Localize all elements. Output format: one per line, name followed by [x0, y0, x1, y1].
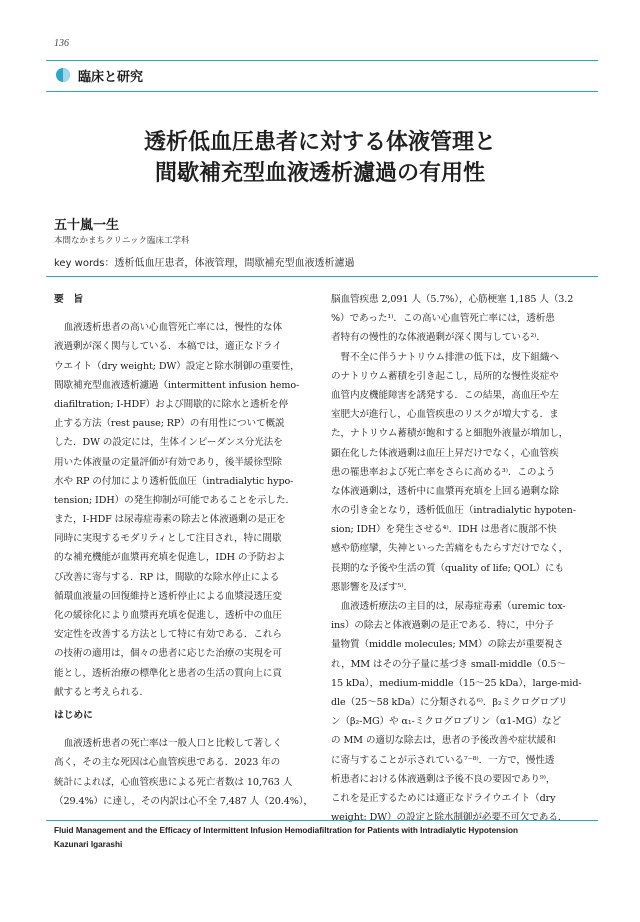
text-line: 感や筋痙攣，失神といった苦痛をもたらすだけでなく，	[331, 543, 569, 555]
text-line: 長期的な予後や生活の質（quality of life; QOL）にも	[331, 562, 565, 574]
text-line: ン（β₂-MG）や α₁-ミクログロブリン（α1-MG）など	[331, 716, 562, 728]
text-line: 血液透析患者の高い心血管死亡率には，慢性的な体	[63, 322, 282, 334]
text-line: 能とし，透析治療の標準化と患者の生活の質向上に貢	[54, 667, 282, 679]
text-line: 液過剰が深く関与している．本稿では，適正なドライ	[54, 341, 282, 353]
text-line: 15 kDa），medium-middle（15～25 kDa），large-mid-	[331, 677, 582, 689]
text-line: 血液透析患者の死亡率は一般人口と比較して著しく	[63, 738, 282, 750]
text-line: 循環血液量の回復維持と透析停止による血漿浸透圧変	[54, 590, 282, 602]
text-line: 量物質（middle molecules; MM）の除去が重要視さ	[331, 639, 564, 651]
text-line: tension; IDH）の発生抑制が可能であることを示した．	[54, 494, 295, 506]
text-line: のナトリウム蓄積を引き起こし，局所的な慢性炎症や	[331, 370, 559, 382]
author-affiliation: 本間なかまちクリニック臨床工学科	[54, 236, 190, 246]
text-line: の技術の適用は，個々の患者に応じた治療の実現を可	[54, 648, 282, 660]
text-line: 脳血管疾患 2,091 人（5.7%），心筋梗塞 1,185 人（3.2	[331, 294, 574, 305]
author-name: 五十嵐一生	[54, 218, 120, 233]
text-line: な体液過剰は，透析中に血漿再充填を上回る過剰な除	[331, 485, 559, 497]
abstract-heading: 要 旨	[54, 294, 84, 305]
text-line: 析患者における体液過剰は予後不良の要因であり⁹⁾，	[331, 773, 556, 785]
section-label: 臨床と研究	[78, 70, 144, 85]
header-divider	[46, 276, 598, 277]
footer-divider	[46, 820, 598, 821]
text-line: 血管内皮機能障害を誘発する．この結果，高血圧や左	[331, 389, 559, 401]
abstract-body	[54, 318, 316, 702]
intro-body	[54, 734, 316, 811]
text-line: れ，MM はその分子量に基づき small-middle（0.5～	[331, 658, 566, 670]
text-line: び改善に寄与する．RP は，間歇的な除水停止による	[54, 571, 280, 583]
text-line: 水や RP の付加により透析低血圧（intradialytic hypo-	[54, 475, 294, 487]
article-title	[0, 127, 640, 189]
text-line: 用いた体液量の定量評価が有効であり，後半緩徐型除	[54, 456, 282, 468]
text-line: した．DW の設定には，生体インピーダンス分光法を	[54, 437, 283, 449]
text-line: 同時に実現するモダリティとして注目され，特に間歇	[54, 533, 282, 545]
text-line: weight; DW）の設定と除水制御が必要不可欠である．	[331, 812, 568, 824]
english-author: Kazunari Igarashi	[54, 840, 123, 849]
text-line: （29.4%）に達し，その内訳は心不全 7,487 人（20.4%），	[54, 795, 313, 807]
text-line: 統計によれば，心血管疾患による死亡者数は 10,763 人	[54, 776, 293, 788]
text-line: た，ナトリウム蓄積が飽和すると細胞外液量が増加し，	[331, 428, 569, 440]
english-title: Fluid Management and the Efficacy of Intermittent Infusion Hemodiafiltration for Patients with Intradialytic Hypotension	[54, 826, 518, 835]
text-line: 的な補充機能が血漿再充填を促進し，IDH の予防およ	[54, 552, 286, 564]
text-line: 室肥大が進行し，心血管疾患のリスクが増大する．ま	[331, 409, 559, 421]
text-line: これを是正するためには適正なドライウエイト（dry	[331, 792, 556, 804]
text-line: 腎不全に伴うナトリウム排泄の低下は，皮下組織へ	[340, 351, 559, 363]
text-line: 血液透析療法の主目的は，尿毒症毒素（uremic tox-	[340, 601, 566, 612]
section-header-bar	[46, 60, 598, 92]
text-line: dle（25～58 kDa）に分類される⁶⁾．β₂ミクログロブリ	[331, 696, 568, 708]
text-line: 顕在化した体液過剰は血圧上昇だけでなく，心血管疾	[331, 447, 559, 459]
text-line: 止する方法（rest pause; RP）の有用性について概説	[54, 418, 285, 430]
text-line: 者特有の慢性的な体液過剰が深く関与している²⁾．	[331, 332, 546, 344]
text-line: の MM の適切な除去は，患者の予後改善や症状緩和	[331, 735, 556, 747]
right-column	[331, 290, 593, 827]
section-marker-icon	[56, 68, 70, 82]
text-line: 安定性を改善する方法として特に有効である．これら	[54, 629, 282, 641]
text-line: ins）の除去と体液過剰の是正である．特に，中分子	[331, 620, 554, 632]
text-line: 患の罹患率および死亡率をさらに高める³⁾．このよう	[331, 466, 556, 478]
text-line: %）であった¹⁾．この高い心血管死亡率には，透析患	[331, 313, 555, 325]
keywords: key words：透析低血圧患者，体液管理，間歇補充型血液透析濾過	[54, 258, 355, 269]
text-line: 水の引き金となり，透析低血圧（intradialytic hypoten-	[331, 505, 576, 517]
article-title-line: 間歇補充型血液透析濾過の有用性	[154, 161, 485, 186]
text-line: 化の緩徐化により血漿再充填を促進し，透析中の血圧	[54, 610, 282, 621]
text-line: 献すると考えられる．	[54, 686, 149, 698]
text-line: 高く，その主な死因は心血管疾患である．2023 年の	[54, 757, 281, 769]
text-line: また，I-HDF は尿毒症毒素の除去と体液過剰の是正を	[54, 514, 286, 526]
text-line: diafiltration; I-HDF）および間歇的に除水と透析を停	[54, 398, 289, 410]
text-line: ウエイト（dry weight; DW）設定と除水制御の重要性，	[54, 360, 300, 372]
text-line: 間歇補充型血液透析濾過（intermittent infusion hemo-	[54, 379, 300, 391]
text-line: に寄与することが示されている⁷⁻⁸⁾．一方で，慢性透	[331, 754, 555, 766]
text-line: sion; IDH）を発生させる⁴⁾．IDH は患者に腹部不快	[331, 524, 557, 536]
text-line: 悪影響を及ぼす⁵⁾．	[331, 581, 413, 593]
page-number: 136	[54, 38, 69, 49]
article-title-line: 透析低血圧患者に対する体液管理と	[143, 130, 496, 155]
intro-heading: はじめに	[54, 709, 93, 721]
left-column	[54, 290, 316, 811]
